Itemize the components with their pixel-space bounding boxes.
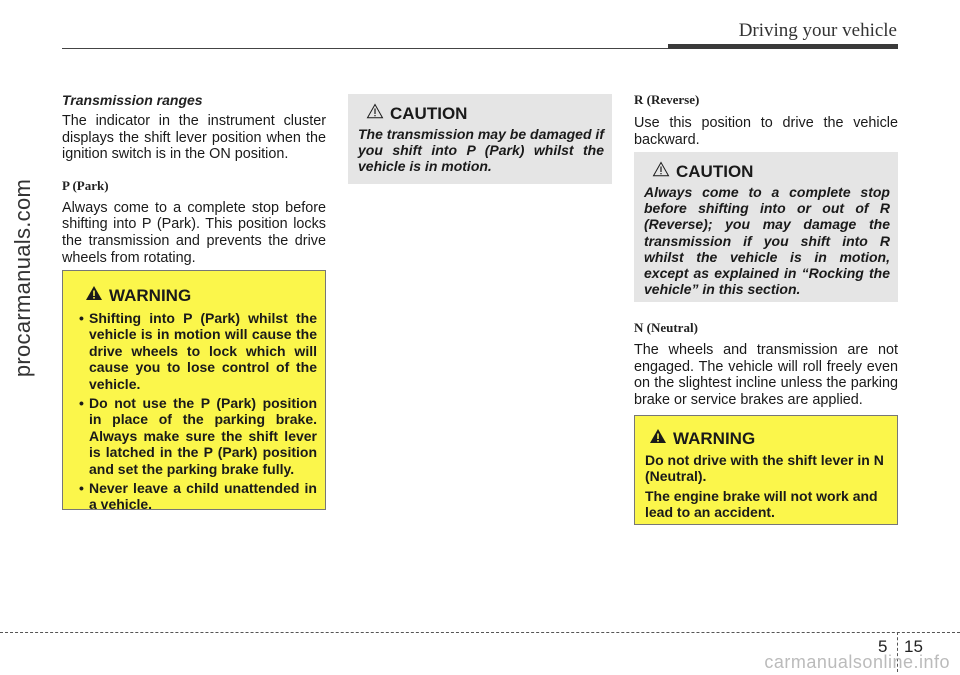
column-3 — [634, 92, 898, 148]
park-caution-text: The transmission may be damaged if you shift into P (Park) whilst the vehicle is in motion. — [358, 126, 604, 175]
list-item: • Never leave a child unattended in a vehicle. — [73, 480, 317, 513]
neutral-warning-line: The engine brake will not work and lead to an accident. — [645, 487, 878, 521]
reverse-caution-box — [634, 152, 898, 302]
side-watermark: procarmanuals.com — [10, 178, 35, 378]
transmission-ranges-heading: Transmission ranges — [62, 92, 203, 108]
header-rule — [62, 48, 672, 49]
neutral-warning-line: Do not drive with the shift lever in N (Neutral). — [645, 452, 884, 485]
warning-title-text: WARNING — [109, 285, 192, 305]
warning-title-text: WARNING — [673, 428, 756, 448]
park-heading: P (Park) — [62, 177, 109, 193]
section-title: Driving your vehicle — [738, 20, 897, 41]
caution-icon — [652, 161, 670, 182]
page-number: 15 — [904, 637, 923, 656]
caution-title — [366, 103, 604, 124]
list-item: • Do not use the P (Park) position in place of the parking brake. Always make sure the shift lever is latched in the P (Park) position and set the parking brake fully. — [73, 395, 317, 477]
warning-title — [85, 285, 317, 306]
park-warning-list — [73, 310, 317, 513]
warning-icon — [85, 285, 103, 306]
reverse-heading: R (Reverse) — [634, 92, 700, 107]
caution-title-text: CAUTION — [390, 103, 468, 123]
footer-rule — [0, 632, 960, 633]
neutral-warning-box — [634, 415, 898, 525]
list-item: • Shifting into P (Park) whilst the vehicle is in motion will cause the drive wheels to lock which will cause you to lose control of the vehicle. — [73, 310, 317, 392]
caution-icon — [366, 103, 384, 124]
park-warning-box — [62, 270, 326, 513]
transmission-intro: The indicator in the instrument cluster displays the shift lever position when the ignition switch is in the ON position. — [62, 113, 326, 163]
header-rule-accent — [668, 44, 898, 49]
reverse-text: Use this position to drive the vehicle backward. — [634, 115, 898, 148]
warning-title — [649, 428, 889, 449]
neutral-section — [634, 320, 898, 408]
caution-title — [652, 161, 890, 182]
neutral-heading: N (Neutral) — [634, 320, 698, 335]
park-caution-box — [348, 94, 612, 184]
neutral-text: The wheels and transmission are not engaged. The vehicle will roll freely even on the slightest incline unless the parking brake or service brakes are applied. — [634, 342, 898, 408]
chapter-number: 5 — [878, 637, 888, 656]
bottom-watermark: carmanualsonline.info — [764, 652, 950, 672]
reverse-caution-text: Always come to a complete stop before shifting into or out of R (Reverse); you may damage the transmission if you shift into R whilst the vehicle is in motion, except as explained in “Rocking the vehicle” in this section. — [644, 184, 890, 298]
caution-title-text: CAUTION — [676, 161, 754, 181]
column-1 — [62, 92, 326, 266]
park-text: Always come to a complete stop before shifting into P (Park). This position locks the transmission and prevents the drive wheels from rotating. — [62, 199, 326, 266]
warning-icon — [649, 428, 667, 449]
